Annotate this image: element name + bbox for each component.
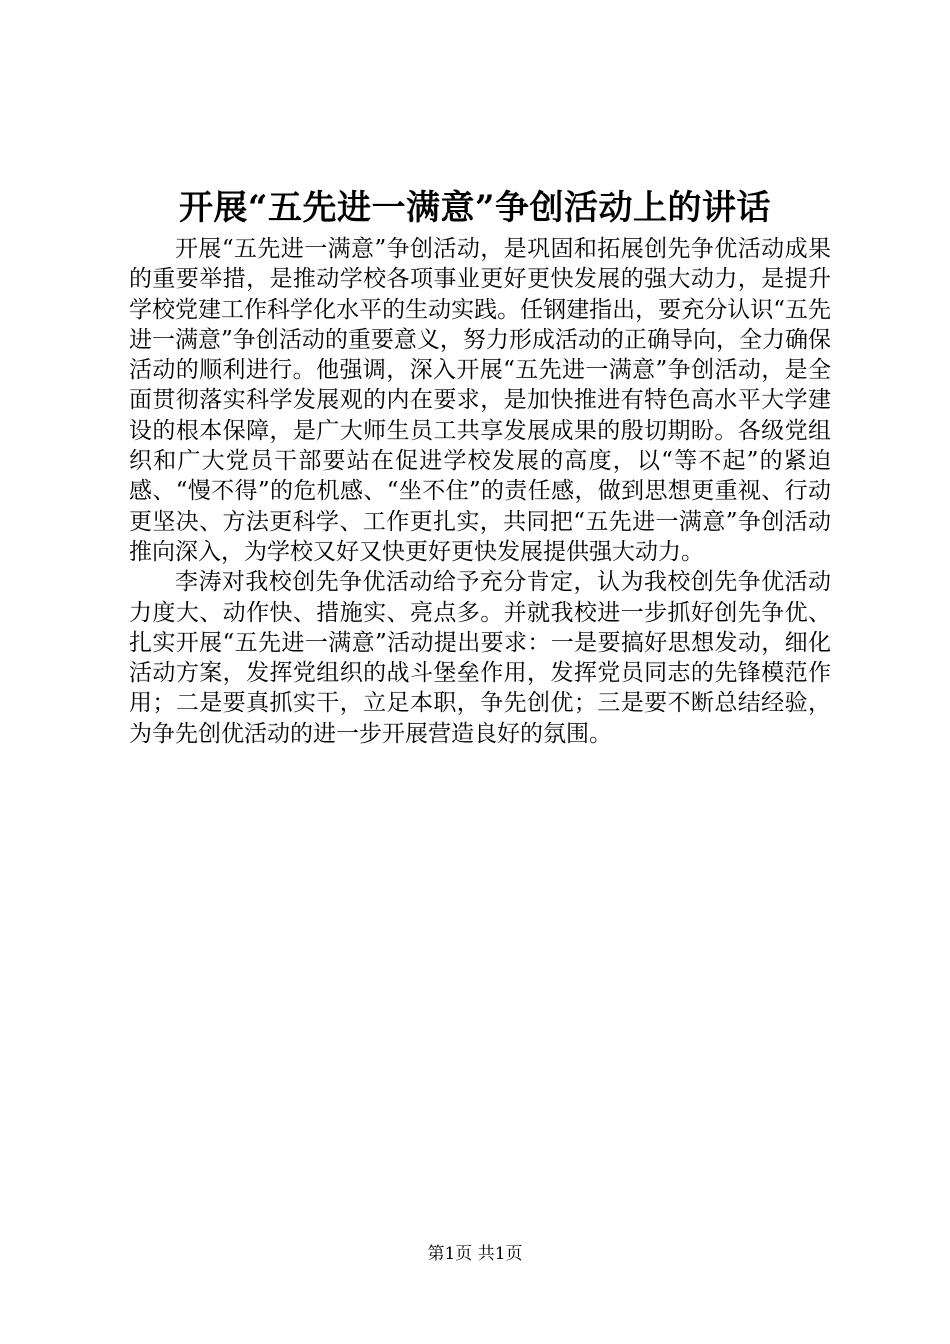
document-title: 开展“五先进一满意”争创活动上的讲话 <box>178 188 772 228</box>
paragraph-1: 开展“五先进一满意”争创活动，是巩固和拓展创先争优活动成果的重要举措，是推动学校各项事业更好更快发展的强大动力，是提升学校党建工作科学化水平的生动实践。任钢建指出，要充分认识“五先进一满意”争创活动的重要意义，努力形成活动的正确导向，全力确保活动的顺利进行。他强调，深入开展“五先进一满意”争创活动，是全面贯彻落实科学发展观的内在要求，是加快推进有特色高水平大学建设的根本保障，是广大师生员工共享发展成果的殷切期盼。各级党组织和广大党员干部要站在促进学校发展的高度，以“等不起”的紧迫感、“慢不得”的危机感、“坐不住”的责任感，做到思想更重视、行动更坚决、方法更科学、工作更扎实，共同把“五先进一满意”争创活动推向深入，为学校又好又快更好更快发展提供强大动力。 <box>129 236 831 565</box>
page-footer: 第1页 共1页 <box>427 1244 523 1264</box>
paragraph-2: 李涛对我校创先争优活动给予充分肯定，认为我校创先争优活动力度大、动作快、措施实、亮点多。并就我校进一步抓好创先争优、扎实开展“五先进一满意”活动提出要求：一是要搞好思想发动，细化活动方案，发挥党组织的战斗堡垒作用，发挥党员同志的先锋模范作用；二是要真抓实干，立足本职，争先创优；三是要不断总结经验，为争先创优活动的进一步开展营造良好的氛围。 <box>129 569 831 747</box>
document-body <box>129 234 831 749</box>
